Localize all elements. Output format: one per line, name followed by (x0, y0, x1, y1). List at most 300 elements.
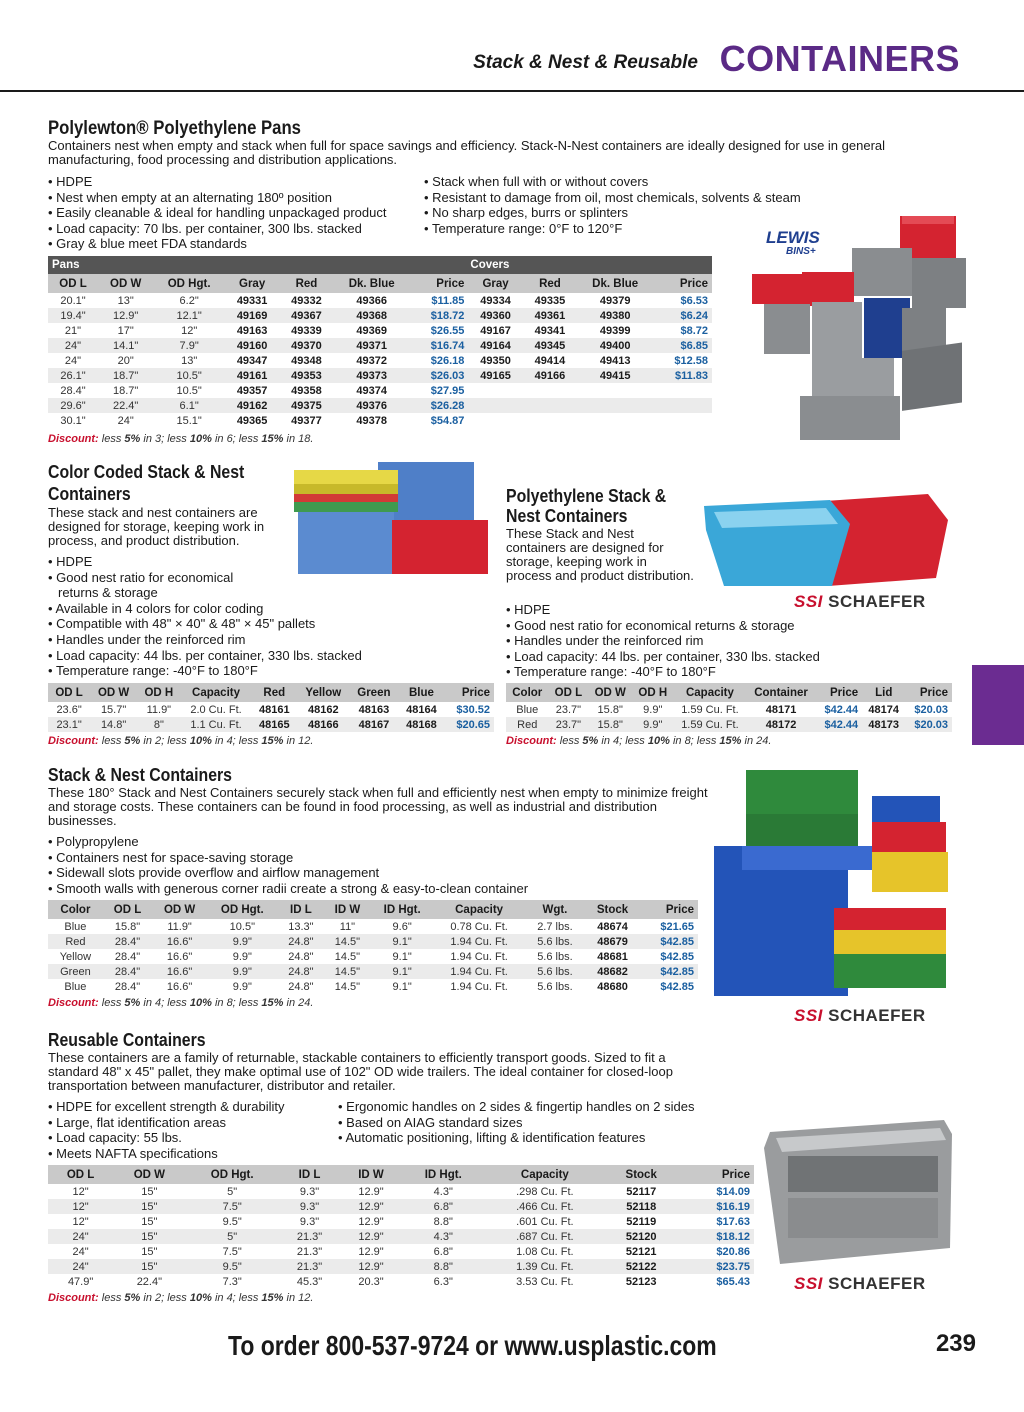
table-cell: 14.5" (324, 964, 371, 979)
table-cell: $26.28 (410, 398, 469, 413)
bullet: • Automatic positioning, lifting & identification features (338, 1130, 738, 1146)
table-cell: 49162 (225, 398, 279, 413)
bullet: • Meets NAFTA specifications (48, 1146, 338, 1162)
table-cell: 7.5" (222, 1245, 242, 1258)
table-cell: 9.5" (222, 1215, 242, 1228)
table-cell: 52118 (605, 1199, 677, 1214)
table-cell: 9.1" (371, 964, 434, 979)
polyethylene-containers-illustration (700, 490, 950, 592)
table-cell: 49367 (279, 308, 333, 323)
table-cell: $12.58 (674, 354, 708, 367)
bullet: • Load capacity: 44 lbs. per container, 330 lbs. stacked (506, 649, 926, 665)
table-cell: 9.9" (232, 950, 252, 963)
table-cell: 28.4" (103, 934, 152, 949)
table-cell: 20" (117, 354, 134, 367)
stacknest-title: Stack & Nest Containers (48, 765, 232, 785)
table-row (506, 717, 952, 732)
table-cell: 10.5" (176, 384, 202, 397)
table-cell: 49414 (534, 354, 566, 367)
table-cell: 2.7 lbs. (537, 920, 573, 933)
table-cell: 18.7" (113, 384, 139, 397)
col-header: ID W (340, 1165, 402, 1184)
table-row (48, 1214, 754, 1229)
table-cell: 15" (113, 1229, 185, 1244)
ssi-logo-text: SCHAEFER (828, 1006, 926, 1025)
table-cell: 4.3" (402, 1229, 485, 1244)
table-cell: 49365 (236, 414, 268, 427)
table-cell: 24" (64, 354, 82, 367)
table-cell: 12.9" (358, 1245, 384, 1258)
table-cell: 49371 (334, 338, 410, 353)
table-cell: 49339 (291, 324, 322, 337)
discount-t4: in 12. (283, 1292, 314, 1304)
discount-t3: in 6; less (211, 433, 262, 445)
discount-v2: 10% (647, 735, 670, 747)
table-cell: 6.3" (433, 1275, 453, 1288)
bullet: • Easily cleanable & ideal for handling unpackaged product (48, 205, 423, 221)
table-cell: 49375 (279, 398, 333, 413)
table-cell: 12" (48, 1199, 113, 1214)
table-cell: $42.85 (660, 950, 694, 963)
table-row (48, 919, 698, 934)
bullet: returns & storage (58, 585, 158, 601)
table-cell: 48164 (406, 703, 437, 716)
table-cell: 21.3" (279, 1229, 340, 1244)
col-header: Price (653, 274, 712, 293)
col-header: Lid (862, 683, 905, 702)
table-cell: $42.85 (640, 964, 698, 979)
table-cell: 49161 (225, 368, 279, 383)
table-cell: 49366 (356, 294, 387, 307)
table-cell: $11.85 (431, 294, 465, 307)
table-cell: $26.55 (430, 324, 465, 337)
lewis-logo: LEWIS (766, 228, 820, 247)
discount-t3: in 4; less (211, 735, 262, 747)
table-cell: 9.3" (299, 1215, 320, 1228)
ssi-schaefer-logo (794, 592, 926, 612)
table-cell: 15.1" (176, 414, 202, 427)
table-cell: 23.7" (555, 703, 582, 716)
table-cell: .601 Cu. Ft. (516, 1215, 574, 1228)
table-cell: 5.6 lbs. (525, 934, 586, 949)
table-cell (468, 383, 522, 398)
col-header: Red (251, 683, 297, 702)
table-cell (577, 383, 653, 398)
table-cell: 5" (227, 1185, 238, 1198)
table-cell: 49399 (599, 324, 631, 337)
table-cell: $18.12 (677, 1229, 754, 1244)
table-cell: Blue (64, 980, 87, 993)
polylewton-desc: Containers nest when empty and stack when full for space savings and efficiency. Stack-N-Nest containers are ideally designed for use in general manufacturing, food processing and distribution applications. (48, 138, 886, 167)
table-cell (523, 413, 577, 428)
col-header: Color (506, 683, 549, 702)
table-cell: 12" (72, 1185, 89, 1198)
stacknest-desc: These 180° Stack and Nest Containers securely stack when full and efficiently nest when empty to minimize freight and storage costs. These containers can be found in food processing, as well as industrial and distribution businesses. (48, 785, 708, 828)
table-cell: Yellow (59, 950, 92, 963)
col-header: OD W (90, 683, 137, 702)
polystack-product-image (700, 490, 950, 592)
table-row (48, 1229, 754, 1244)
table-cell: 24" (48, 1229, 113, 1244)
reusable-discount (48, 1292, 313, 1304)
lewis-logo-sub: BINS+ (786, 246, 816, 257)
table-cell: 24.8" (288, 950, 314, 963)
col-header: Price (410, 274, 469, 293)
col-header: Green (349, 683, 398, 702)
table-cell: 29.6" (48, 398, 98, 413)
table-cell: $42.85 (640, 934, 698, 949)
table-cell: 49376 (334, 398, 410, 413)
table-cell: 9.3" (299, 1185, 320, 1198)
discount-t1: less (98, 433, 125, 445)
bullet: • Load capacity: 55 lbs. (48, 1130, 338, 1146)
table-cell: 49334 (480, 294, 511, 307)
colorcoded-discount (48, 735, 313, 747)
table-cell: 30.1" (60, 414, 86, 427)
bullet: • Polypropylene (48, 834, 698, 850)
table-row (48, 1184, 754, 1199)
table-cell: $42.85 (660, 980, 694, 993)
col-header: OD Hgt. (207, 900, 278, 919)
table-cell: 9.3" (279, 1199, 340, 1214)
table-cell: 21.3" (279, 1259, 340, 1274)
table-cell: 24" (48, 1259, 113, 1274)
table-row (48, 293, 712, 308)
col-header: OD L (48, 683, 90, 702)
col-header: Dk. Blue (577, 274, 653, 293)
col-header: OD L (103, 900, 152, 919)
discount-v3: 15% (719, 735, 742, 747)
col-header: Color (48, 900, 103, 919)
table-cell: 2.0 Cu. Ft. (190, 703, 242, 716)
table-row (48, 1259, 754, 1274)
col-header: Gray (225, 274, 279, 293)
col-header: OD Hgt. (185, 1165, 278, 1184)
reusable-title: Reusable Containers (48, 1030, 206, 1050)
table-row (506, 702, 952, 717)
col-header: Container (747, 683, 816, 702)
table-cell: 17" (117, 324, 134, 337)
table-cell: 15" (141, 1215, 158, 1228)
col-header: Price (905, 683, 952, 702)
discount-t1: less (556, 735, 583, 747)
col-header: OD L (48, 1165, 113, 1184)
table-cell: 6.2" (179, 294, 199, 307)
bullet: • HDPE for excellent strength & durability (48, 1099, 338, 1115)
table-cell: 28.4" (114, 950, 141, 963)
table-cell: $8.72 (680, 324, 708, 337)
table-cell: 22.4" (136, 1275, 163, 1288)
table-cell: 12.9" (340, 1259, 402, 1274)
discount-t1: less (98, 997, 125, 1009)
ssi-logo-mark: SSI (794, 592, 823, 611)
table-cell: 49360 (468, 308, 522, 323)
table-cell: 49415 (577, 368, 653, 383)
polylewton-product-image (752, 212, 972, 444)
col-header: Capacity (673, 683, 746, 702)
table-cell: 8.8" (402, 1259, 485, 1274)
ssi-schaefer-logo (794, 1274, 926, 1294)
ssi-logo-mark: SSI (794, 1006, 823, 1025)
table-cell: 10.5" (153, 368, 225, 383)
table-cell: 1.94 Cu. Ft. (450, 950, 508, 963)
discount-t1: less (98, 735, 125, 747)
table-cell: 1.1 Cu. Ft. (181, 717, 252, 732)
ssi-logo-text: SCHAEFER (828, 1274, 926, 1293)
col-header: ID L (278, 900, 324, 919)
table-cell: $11.83 (653, 368, 712, 383)
table-cell: 1.94 Cu. Ft. (450, 980, 508, 993)
polylewton-bullets-left (48, 174, 423, 252)
col-header: ID W (324, 900, 371, 919)
bullet: • Temperature range: -40°F to 180°F (506, 664, 926, 680)
table-cell: 13" (181, 354, 198, 367)
table-cell: 49169 (225, 308, 279, 323)
polystack-title-line2: Nest Containers (506, 506, 628, 526)
table-cell: 20.3" (358, 1275, 384, 1288)
table-cell: 7.5" (185, 1199, 278, 1214)
table-cell: 11" (339, 920, 356, 933)
col-header: Stock (605, 1165, 677, 1184)
bullet: • Nest when empty at an alternating 180º position (48, 190, 423, 206)
table-row (48, 368, 712, 383)
table-cell: 45.3" (296, 1275, 323, 1288)
col-header: OD L (549, 683, 589, 702)
table-cell: 7.3" (222, 1275, 242, 1288)
table-cell: 49372 (356, 354, 387, 367)
discount-v1: 5% (124, 1292, 141, 1304)
table-cell: 14.5" (324, 934, 371, 949)
table-cell: 12.9" (98, 308, 153, 323)
table-cell: 15.8" (588, 717, 632, 732)
table-cell: 14.5" (334, 950, 361, 963)
table-cell: 22.4" (98, 398, 153, 413)
table-cell: 8.8" (433, 1215, 453, 1228)
table-cell (468, 398, 522, 413)
discount-v2: 10% (189, 735, 212, 747)
col-header: Capacity (485, 1165, 605, 1184)
col-header: Capacity (434, 900, 525, 919)
table-cell: 16.6" (166, 980, 193, 993)
table-cell (577, 413, 653, 428)
table-cell: 11.9" (146, 703, 172, 716)
table-cell: 49167 (480, 324, 511, 337)
bullet: • HDPE (48, 174, 423, 190)
col-header: OD H (137, 683, 181, 702)
colorcoded-table (48, 683, 494, 732)
stacknest-product-image (712, 766, 952, 1004)
table-row (48, 1199, 754, 1214)
colorcoded-title-line2: Containers (48, 484, 131, 504)
table-cell: 48682 (585, 964, 640, 979)
table-cell: 4.3" (433, 1185, 453, 1198)
table-cell: .466 Cu. Ft. (485, 1199, 605, 1214)
discount-t4: in 18. (283, 433, 314, 445)
table-cell: 49379 (599, 294, 631, 307)
discount-t4: in 12. (283, 735, 314, 747)
stacknest-discount (48, 997, 313, 1009)
table-row (48, 338, 712, 353)
table-cell: 13.3" (288, 920, 314, 933)
table-cell: 20.1" (60, 294, 86, 307)
table-cell: 1.59 Cu. Ft. (673, 717, 746, 732)
polystack-title-line1: Polyethylene Stack & (506, 486, 667, 506)
table-cell: 49332 (291, 294, 322, 307)
table-cell: Blue (516, 703, 539, 716)
col-header: OD W (98, 274, 153, 293)
table-header-row (506, 683, 952, 702)
bullet: • Based on AIAG standard sizes (338, 1115, 738, 1131)
discount-t3: in 8; less (211, 997, 262, 1009)
table-cell: 5.6 lbs. (537, 950, 573, 963)
discount-v1: 5% (582, 735, 599, 747)
table-cell: $42.44 (824, 703, 859, 716)
table-cell: 48679 (585, 934, 640, 949)
table-cell: $20.86 (716, 1245, 750, 1258)
table-cell: 52117 (626, 1185, 657, 1198)
table-cell: Red (506, 717, 549, 732)
col-header: ID L (279, 1165, 340, 1184)
table-cell: 49413 (599, 354, 631, 367)
col-header: Stock (585, 900, 640, 919)
discount-t4: in 24. (741, 735, 772, 747)
discount-t2: in 2; less (140, 735, 190, 747)
table-cell: 6.8" (402, 1199, 485, 1214)
table-row (48, 413, 712, 428)
table-cell: 15" (113, 1259, 185, 1274)
table-cell: $20.03 (914, 703, 948, 716)
table-cell: 16.6" (166, 950, 193, 963)
table-row (48, 323, 712, 338)
bullet: • Gray & blue meet FDA standards (48, 236, 423, 252)
table-cell: 16.6" (152, 934, 207, 949)
table-cell: 12.9" (340, 1199, 402, 1214)
table-cell: 24" (117, 414, 134, 427)
stacknest-bullets (48, 834, 698, 896)
colorcoded-title-line1: Color Coded Stack & Nest (48, 462, 245, 482)
bullet: • HDPE (506, 602, 926, 618)
discount-t2: in 4; less (598, 735, 648, 747)
table-cell: 9.9" (207, 964, 278, 979)
polystack-bullets (506, 602, 926, 680)
table-row (48, 308, 712, 323)
table-cell: 48680 (597, 980, 628, 993)
bullet: • Available in 4 colors for color coding (48, 601, 468, 617)
col-header: Wgt. (525, 900, 586, 919)
polystack-table (506, 683, 952, 732)
table-cell: 24.8" (278, 964, 324, 979)
table-cell: 1.94 Cu. Ft. (434, 964, 525, 979)
table-cell: 49361 (523, 308, 577, 323)
bullet: • Stack when full with or without covers (424, 174, 844, 190)
table-cell: .298 Cu. Ft. (516, 1185, 574, 1198)
header-divider (0, 90, 1024, 92)
section-tab (972, 665, 1024, 745)
table-cell: 15.8" (597, 703, 623, 716)
table-cell: 49380 (577, 308, 653, 323)
table-cell: 49377 (291, 414, 322, 427)
table-cell: 48174 (868, 703, 900, 716)
table-cell: 7.9" (153, 338, 225, 353)
bullet: • Sidewall slots provide overflow and airflow management (48, 865, 698, 881)
group-pans: Pans (48, 256, 468, 274)
col-header: OD W (588, 683, 632, 702)
table-cell: $26.18 (430, 354, 465, 367)
table-cell: 8" (137, 717, 181, 732)
table-cell: 18.7" (98, 368, 153, 383)
reusable-bullets-left (48, 1099, 338, 1161)
table-cell: 49353 (279, 368, 333, 383)
table-cell: $20.65 (444, 717, 494, 732)
table-cell: 16.6" (152, 964, 207, 979)
table-cell: 3.53 Cu. Ft. (516, 1275, 574, 1288)
table-cell: 1.59 Cu. Ft. (681, 703, 739, 716)
table-cell: 23.6" (56, 703, 82, 716)
table-cell: 48167 (349, 717, 398, 732)
reusable-product-image (760, 1118, 954, 1266)
discount-v1: 5% (124, 433, 141, 445)
table-cell: 15.7" (100, 703, 127, 716)
table-cell: $21.65 (660, 920, 694, 933)
table-cell: 24" (48, 338, 98, 353)
table-cell: 9.9" (232, 980, 252, 993)
bullet: • HDPE (48, 554, 468, 570)
bullet: • Load capacity: 70 lbs. per container, 300 lbs. stacked (48, 221, 423, 237)
col-header: Capacity (181, 683, 252, 702)
discount-t3: in 8; less (669, 735, 720, 747)
table-cell: $30.52 (456, 703, 490, 716)
table-cell: 1.08 Cu. Ft. (516, 1245, 574, 1258)
discount-v3: 15% (261, 997, 284, 1009)
table-cell: 48165 (251, 717, 297, 732)
table-cell: 13" (117, 294, 134, 307)
bullet: • Compatible with 48" × 40" & 48" × 45" pallets (48, 616, 468, 632)
col-header: ID Hgt. (371, 900, 434, 919)
table-cell: 49350 (480, 354, 511, 367)
bullet: • Temperature range: -40°F to 180°F (48, 663, 468, 679)
table-cell: 28.4" (114, 980, 141, 993)
table-row (48, 717, 494, 732)
table-cell: 15" (141, 1245, 158, 1258)
polylewton-title: Polylewton® Polyethylene Pans (48, 118, 301, 139)
table-cell: 48162 (308, 703, 339, 716)
reusable-bullets-right (338, 1099, 738, 1146)
table-cell: 6.8" (433, 1245, 453, 1258)
discount-v3: 15% (261, 1292, 284, 1304)
table-cell: 9.1" (392, 950, 412, 963)
table-cell: $16.74 (410, 338, 469, 353)
col-header: Price (677, 1165, 754, 1184)
table-cell: Red (48, 934, 103, 949)
table-cell: 21.3" (296, 1245, 323, 1258)
discount-v2: 10% (189, 1292, 212, 1304)
table-cell: 12" (72, 1215, 89, 1228)
table-cell: 49165 (468, 368, 522, 383)
table-row (48, 702, 494, 717)
polylewton-table (48, 256, 712, 428)
col-header: ID Hgt. (402, 1165, 485, 1184)
table-cell (523, 383, 577, 398)
bullet: • Containers nest for space-saving storage (48, 850, 698, 866)
table-cell: $14.09 (716, 1185, 750, 1198)
footer-order-line: To order 800-537-9724 or www.usplastic.com (228, 1330, 717, 1361)
discount-label: Discount: (48, 735, 99, 747)
col-header: OD W (113, 1165, 185, 1184)
reusable-table (48, 1165, 754, 1289)
table-cell: 52121 (625, 1245, 657, 1258)
table-cell: 48163 (358, 703, 390, 716)
table-cell: 48681 (597, 950, 628, 963)
